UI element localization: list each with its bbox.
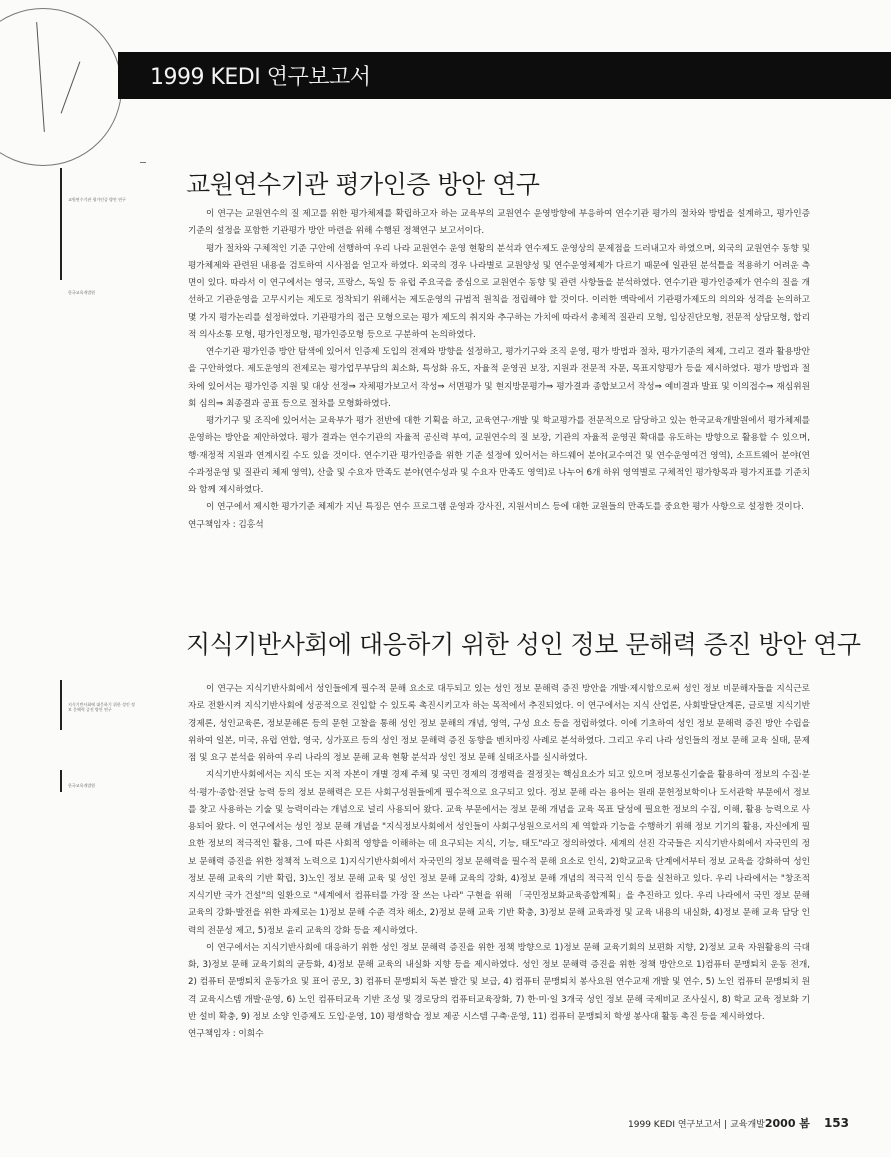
body-paragraph: 지식기반사회에서는 지식 또는 지적 자본이 개별 경제 주체 및 국민 경제의 경쟁력을 결정짓는 핵심요소가 되고 있으며 정보통신기술을 활용하여 정보의 수집·분석·평가·종합·전달 능력 등의 정보 문해력은 모든 사회구성원들에게 필수적으로 요구되고 있다. 정보 문해 라는 용어는 원래 문헌정보학이나 도서관학 부문에서 정보를 찾고 사용하는 기술 및 능력이라는 개념으로 널리 사용되어 왔다. 교육 부문에서는 정보 문해 개념을 교육 목표 달성에 필요한 정보의 수집, 이해, 활용 능력으로 사용되어 왔다. 이 연구에서는 성인 정보 문해 개념을 "지식정보사회에서 성인들이 사회구성원으로서의 제 역할과 기능을 수행하기 위해 정보 기기의 활용, 자신에게 필요한 정보의 적극적인 활용, 그에 따른 사회적 영향을 이해하는 데 요구되는 지식, 기능, 태도"라고 정의하였다. 세계의 선진 각국들은 지식기반사회에서 자국민의 정보 문해력 증진을 위한 정책적 노력으로 1)지식기반사회에서 자국민의 정보 문해력을 필수적 문해 요소로 인식, 2)학교교육 단계에서부터 정보 교육을 강화하여 성인 정보 문해 교육의 기반 확립, 3)노인 정보 문해 교육 및 성인 정보 문해 교육의 강화, 4)정보 문해 개념의 적극적 인식 등을 실천하고 있다. 우리 나라에서는 "창조적 지식기반 국가 건설"의 일환으로 "세계에서 컴퓨터를 가장 잘 쓰는 나라" 구현을 위해 「국민정보화교육종합계획」을 추진하고 있다. 우리 나라에서 국민 정보 문해 교육의 강화·발전을 위한 과제로는 1)정보 문해 수준 격차 해소, 2)정보 문해 교육 기반 확충, 3)정보 문해 교육과정 및 교육 내용의 내실화, 4)정보 문해 교육 담당 인력의 전문성 제고, 5)정보 윤리 교육의 강화 등을 제시하였다. [188,770,810,936]
sidebar-label: 한국교육개발원 [68,783,96,788]
banner-title: 1999 KEDI 연구보고서 [150,65,371,90]
body-paragraph: 이 연구는 교원연수의 질 제고를 위한 평가체제를 확립하고자 하는 교육부의 교원연수 운영방향에 부응하여 연수기관 평가의 절차와 방법을 설계하고, 평가인증 기준의 설정을 포함한 기관평가 방안 마련을 위해 수행된 정책연구 보고서이다. [188,209,810,237]
page-footer [628,1115,849,1131]
margin-tick [140,162,146,163]
researcher-credit: 연구책임자 : 이희수 [188,1029,264,1039]
body-paragraph: 이 연구에서는 지식기반사회에 대응하기 위한 성인 정보 문해력 증진을 위한 정책 방향으로 1)정보 문해 교육기회의 보편화 지향, 2)정보 교육 자원활용의 극대화, 3)정보 문해 교육기회의 균등화, 4)정보 문해 교육의 내실화 지향 등을 제시하였다. 성인 정보 문해력 증진을 위한 정책 방안으로 1)컴퓨터 문맹퇴치 운동 전개, 2) 컴퓨터 문맹퇴치 운동가요 및 표어 공모, 3) 컴퓨터 문맹퇴치 독본 발간 및 보급, 4) 컴퓨터 문맹퇴치 봉사요원 연수교재 개발 및 연수, 5) 노인 컴퓨터 문맹퇴치 원격 교육시스템 개발·운영, 6) 노인 컴퓨터교육 기반 조성 및 경로당의 컴퓨터교육장화, 7) 한·미·일 3개국 성인 정보 문해 국제비교 조사실시, 8) 학교 교육 정보화 기반 설비 확충, 9) 정보 소양 인증제도 도입·운영, 10) 평생학습 정보 제공 시스템 구축·운영, 11) 컴퓨터 문맹퇴치 학생 봉사대 활동 촉진 등을 제시하였다. [188,942,810,1022]
sidebar-label: 지식기반사회에 대응하기 위한 성인 정보 문해력 증진 방안 연구 [68,702,135,712]
report-body [188,681,810,1043]
body-paragraph: 평가 절차와 구체적인 기준 구안에 선행하여 우리 나라 교원연수 운영 현황의 분석과 연수제도 운영상의 문제점을 드러내고자 하였으며, 외국의 교원연수 동향 및 평가체제와 관련된 내용을 검토하여 시사점을 얻고자 하였다. 외국의 경우 나라별로 교원양성 및 연수운영체제가 다르기 때문에 일관된 분석틀을 적용하기 어려운 측면이 있다. 따라서 이 연구에서는 영국, 프랑스, 독일 등 유럽 주요국을 중심으로 교원연수 동향 및 관련 사항들을 분석하였다. 연수기관 평가인증제가 연수의 질을 개선하고 기관운영을 고무시키는 제도로 정착되기 위해서는 제도운영의 규범적 원칙을 정립해야 할 것이다. 이러한 맥락에서 기관평가제도의 의의와 성격을 논의하고 몇 가지 평가논리를 설정하였다. 기관평가의 접근 모형으로는 평가 제도의 취지와 추구하는 가치에 따라서 총체적 질관리 모형, 임상진단모형, 전문적 상담모형, 합리적 의사소통 모형, 평가인정모형, 평가인증모형 등으로 구분하여 논의하였다. [188,243,810,340]
body-paragraph: 이 연구에서 제시한 평가기준 체제가 지닌 특징은 연수 프로그램 운영과 강사진, 지원서비스 등에 대한 교원들의 만족도를 중요한 평가 사항으로 설정한 것이다. [206,502,804,513]
body-paragraph: 평가기구 및 조직에 있어서는 교육부가 평가 전반에 대한 기획을 하고, 교육연구·개발 및 학교평가를 전문적으로 담당하고 있는 한국교육개발원에서 평가체제를 운영하는 방안을 제안하였다. 평가 결과는 연수기관의 자율적 공신력 부여, 교원연수의 질 보장, 기관의 자율적 운영권 확대를 유도하는 방향으로 활용할 수 있으며, 행·재정적 지원과 연계시킬 수도 있을 것이다. 연수기관 평가인증을 위한 기준 설정에 있어서는 하드웨어 분야(교수여건 및 연수운영여건 영역), 소프트웨어 분야(연수과정운영 및 질관리 체제 영역), 산출 및 수요자 만족도 분야(연수성과 및 수요자 만족도 영역)로 나누어 6개 하위 영역별로 구체적인 평가항목과 평가지표를 기준치와 함께 제시하였다. [188,416,810,495]
sidebar-rule [60,680,62,730]
page-number: 153 [823,1116,849,1130]
report-title: 지식기반사회에 대응하기 위한 성인 정보 문해력 증진 방안 연구 [186,630,861,659]
report-body [188,206,810,534]
body-paragraph: 이 연구는 지식기반사회에서 성인들에게 필수적 문해 요소로 대두되고 있는 성인 정보 문해력 증진 방안을 개발·제시함으로써 성인 정보 비문해자들을 지식근로자로 전환시켜 지식기반사회에 성공적으로 진입할 수 있도록 촉진시키고자 하는 목적에서 추진되었다. 이 연구에서는 지식 산업론, 사회발달단계론, 글로벌 지식기반경제론, 성인교육론, 정보문해론 등의 문헌 고찰을 통해 성인 정보 문해의 개념, 영역, 구성 요소 등을 정립하였다. 이에 기초하여 성인 정보 문해력 증진 방안 수립을 위하여 일본, 미국, 유럽 연합, 영국, 싱가포르 등의 성인 정보 문해력 증진 동향을 벤치마킹 사례로 분석하였다. 그리고 우리 나라 성인들의 정보 문해 교육 실태, 문제점 및 요구 분석을 위하여 우리 나라의 정보 문해 교육 현황 분석과 성인 정보 문해 실태조사를 실시하였다. [188,684,810,763]
issue-year: 2000 봄 [764,1117,810,1130]
sidebar-label: 교원연수기관 평가인증 방안 연구 [68,197,126,202]
body-paragraph: 연수기관 평가인증 방안 탐색에 있어서 인증제 도입의 전제와 방향을 설정하고, 평가기구와 조직 운영, 평가 방법과 절차, 평가기준의 체제, 그리고 결과 활용방안을 구안하였다. 제도운영의 전제로는 평가업무부담의 최소화, 특성화 유도, 자율적 운영권 보장, 지원과 전문적 자문, 목표지향평가 등을 제시하였다. 평가 방법과 절차에 있어서는 평가인증 지원 및 대상 선정⇒ 자체평가보고서 작성⇒ 서면평가 및 현지방문평가⇒ 평가결과 종합보고서 작성⇒ 예비결과 발표 및 이의접수⇒ 재심위원회 심의⇒ 최종결과 공표 등으로 절차를 모형화하였다. [188,347,810,409]
researcher-credit: 연구책임자 : 김홍석 [188,519,264,530]
sidebar-rule [60,770,62,792]
report-title: 교원연수기관 평가인증 방안 연구 [186,170,540,199]
running-title: 1999 KEDI 연구보고서 | 교육개발 [628,1120,765,1130]
sidebar-rule [60,168,62,280]
decorative-circle [0,8,122,166]
sidebar-label: 한국교육개발원 [68,290,96,295]
